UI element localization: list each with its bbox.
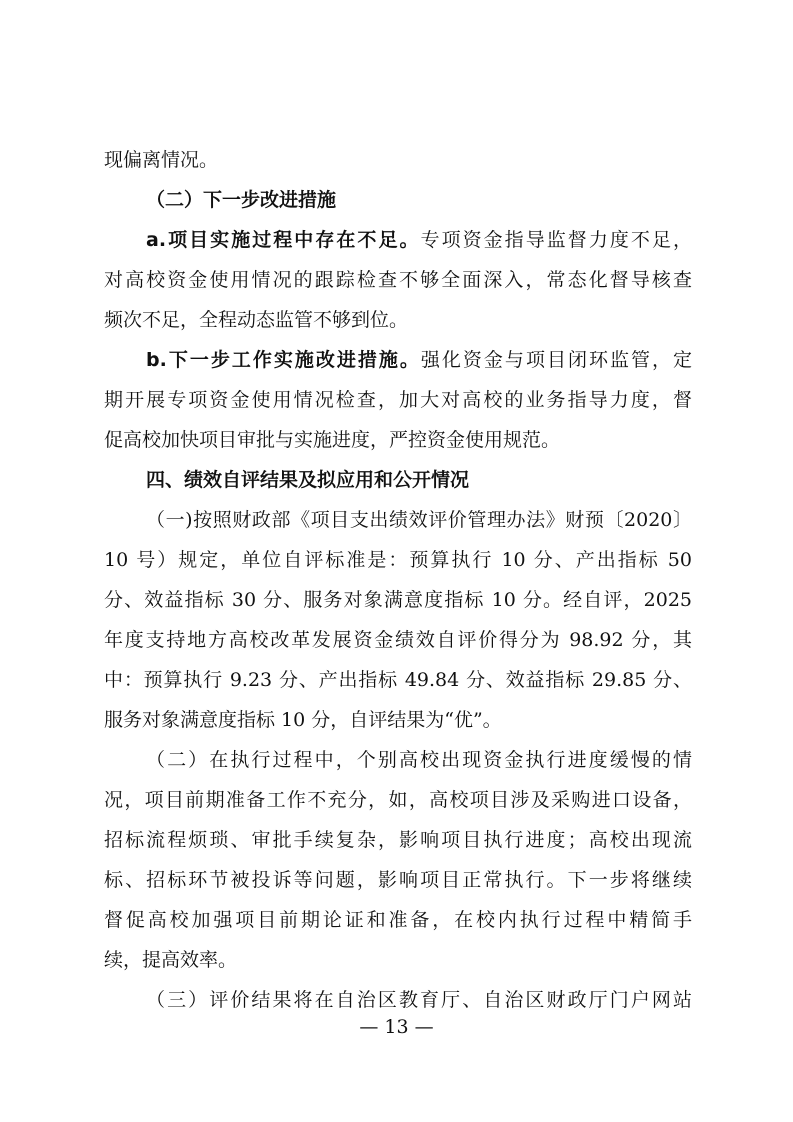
inline-bold-label: b.下一步工作实施改进措施。 xyxy=(146,349,421,371)
paragraph-line: 10 号）规定，单位自评标准是：预算执行 10 分、产出指标 50 xyxy=(104,549,692,571)
paragraph-line xyxy=(146,220,692,260)
paragraph-line: 年度支持地方高校改革发展资金绩效自评价得分为 98.92 分，其 xyxy=(104,629,692,651)
paragraph-line: 续，提高效率。 xyxy=(104,949,238,971)
paragraph-line xyxy=(146,340,692,380)
paragraph-line: （二）在执行过程中，个别高校出现资金执行进度缓慢的情 xyxy=(146,749,692,771)
paragraph-line: 现偏离情况。 xyxy=(104,149,219,171)
paragraph-line: （三）评价结果将在自治区教育厅、自治区财政厅门户网站 xyxy=(146,989,692,1011)
section-heading-improvement: （二）下一步改进措施 xyxy=(146,189,337,211)
inline-text: 强化资金与项目闭环监管，定 xyxy=(420,349,692,371)
paragraph-line: （一)按照财政部《项目支出绩效评价管理办法》财预〔2020〕 xyxy=(146,509,692,531)
inline-text: 专项资金指导监督力度不足， xyxy=(420,229,692,251)
paragraph-line: 分、效益指标 30 分、服务对象满意度指标 10 分。经自评，2025 xyxy=(104,589,692,611)
paragraph-line: 频次不足，全程动态监管不够到位。 xyxy=(104,309,409,331)
paragraph-line: 期开展专项资金使用情况检查，加大对高校的业务指导力度，督 xyxy=(104,389,692,411)
paragraph-line: 服务对象满意度指标 10 分，自评结果为“优”。 xyxy=(104,709,502,731)
section-heading-results: 四、绩效自评结果及拟应用和公开情况 xyxy=(146,469,470,491)
page-number: — 13 — xyxy=(359,1016,434,1038)
paragraph-line: 招标流程烦琐、审批手续复杂，影响项目执行进度；高校出现流 xyxy=(104,829,692,851)
paragraph-line: 对高校资金使用情况的跟踪检查不够全面深入，常态化督导核查 xyxy=(104,269,692,291)
paragraph-line: 况，项目前期准备工作不充分，如，高校项目涉及采购进口设备， xyxy=(104,789,692,811)
paragraph-line: 督促高校加强项目前期论证和准备，在校内执行过程中精简手 xyxy=(104,909,692,931)
paragraph-line: 中：预算执行 9.23 分、产出指标 49.84 分、效益指标 29.85 分、 xyxy=(104,669,692,691)
inline-bold-label: a.项目实施过程中存在不足。 xyxy=(146,229,421,251)
paragraph-line: 促高校加快项目审批与实施进度，严控资金使用规范。 xyxy=(104,429,561,451)
paragraph-line: 标、招标环节被投诉等问题，影响项目正常执行。下一步将继续 xyxy=(104,869,692,891)
